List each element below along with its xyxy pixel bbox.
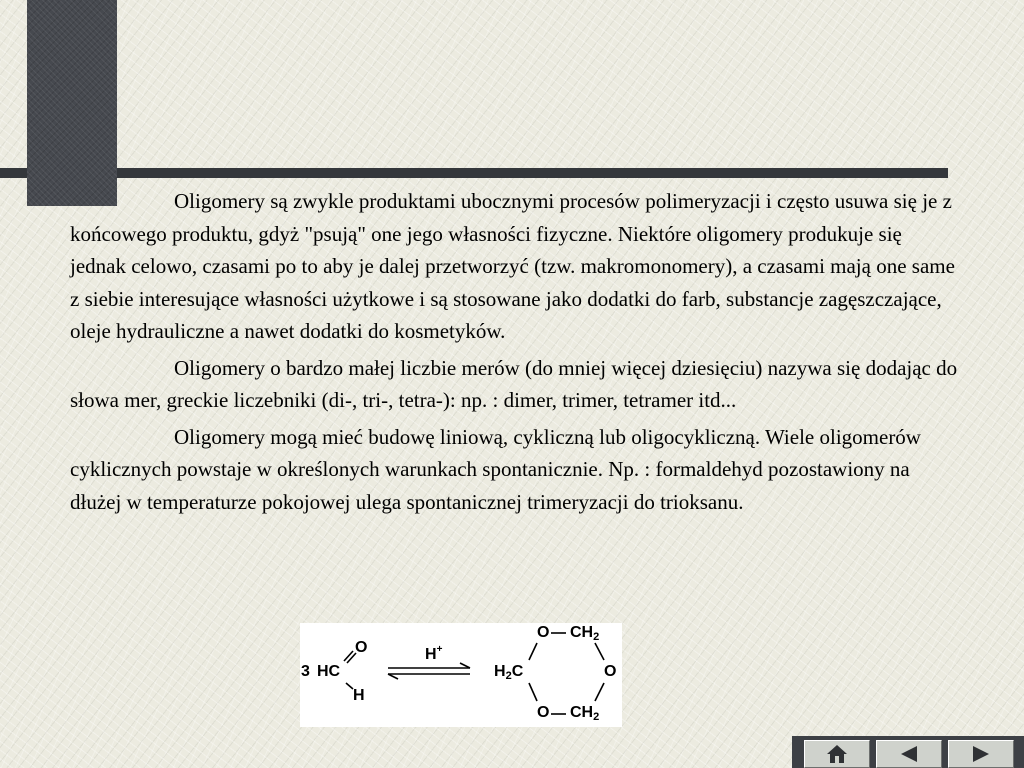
ring-bottom-oxygen: O	[537, 704, 550, 721]
triangle-right-icon	[971, 745, 991, 763]
decorative-bar	[0, 168, 948, 178]
decorative-block	[27, 0, 117, 206]
paragraph-3: Oligomery mogą mieć budowę liniową, cykliczną lub oligocykliczną. Wiele oligomerów cyklicznych powstaje w określonych warunkach spontanicznie. Np. : formaldehyd pozostawiony na dłużej w temperaturze pokojowej ulega spontanicznej trimeryzacji do trioksanu.	[70, 424, 921, 514]
ring-top-ch2: $CH_2$	[570, 624, 600, 643]
home-icon	[826, 744, 848, 764]
reaction-coefficient: 3	[301, 663, 310, 680]
catalyst-label: H+	[425, 644, 443, 663]
slide-navigation	[792, 736, 1024, 768]
home-button[interactable]	[804, 740, 870, 768]
triangle-left-icon	[899, 745, 919, 763]
ring-top-oxygen: O	[537, 624, 550, 641]
ring-right-oxygen: O	[604, 663, 617, 680]
paragraph-2: Oligomery o bardzo małej liczbie merów (do mniej więcej dziesięciu) nazywa się dodając do słowa mer, greckie liczebniki (di-, tri-, tetra-): np. : dimer, trimer, tetramer itd...	[70, 355, 958, 412]
formaldehyde-oxygen: O	[355, 639, 368, 656]
next-slide-button[interactable]	[948, 740, 1014, 768]
paragraph-1: Oligomery są zwykle produktami ubocznymi procesów polimeryzacji i często usuwa się je z końcowego produktu, gdyż "psują" one jego własności fizyczne. Niektóre oligomery produkuje się jednak celowo, czasami po to aby je dalej przetworzyć (tzw. makromonomery), a czasami mają one same z siebie interesujące własności użytkowe i są stosowane jako dodatki do farb, substancje zagęszczające, oleje hydrauliczne a nawet dodatki do kosmetyków.	[70, 189, 955, 343]
slide-body	[70, 185, 960, 522]
formaldehyde-carbon: HC	[317, 663, 341, 680]
previous-slide-button[interactable]	[876, 740, 942, 768]
ring-left-ch2: $H_2C$	[494, 663, 524, 682]
formaldehyde-hydrogen: H	[353, 687, 365, 704]
trioxane-reaction-scheme	[300, 623, 622, 727]
ring-bottom-ch2: $CH_2$	[570, 704, 600, 723]
